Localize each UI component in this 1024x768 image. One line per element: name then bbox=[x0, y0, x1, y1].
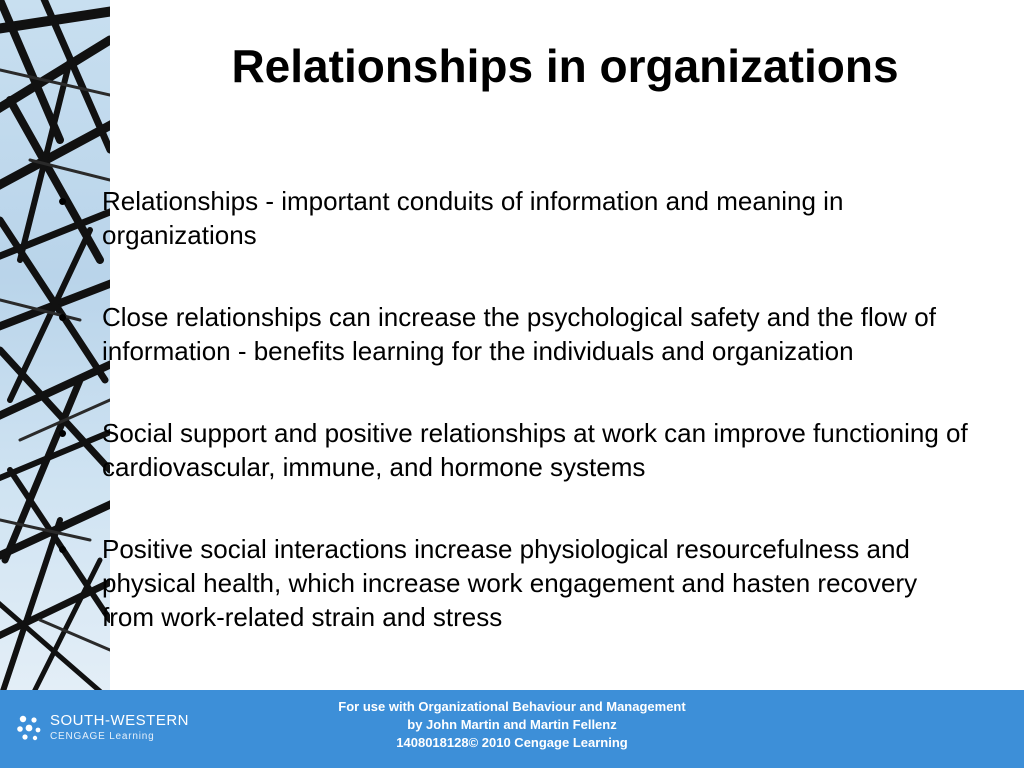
logo-brand-text: SOUTH-WESTERN bbox=[50, 712, 189, 729]
footer-credits bbox=[262, 698, 762, 752]
footer-line: by John Martin and Martin Fellenz bbox=[407, 717, 617, 732]
bullet-item bbox=[54, 416, 974, 484]
bullet-marker: • bbox=[58, 418, 68, 448]
bullet-text: Social support and positive relationships at work can improve functioning of cardiovascular, immune, and hormone systems bbox=[102, 418, 968, 482]
bullet-text: Positive social interactions increase physiological resourcefulness and physical health, which increase work engagement and hasten recovery from work-related strain and stress bbox=[102, 534, 918, 632]
bullet-marker: • bbox=[58, 186, 68, 216]
south-western-logo bbox=[14, 710, 204, 750]
bullet-text: Relationships - important conduits of information and meaning in organizations bbox=[102, 186, 844, 250]
bullet-marker: • bbox=[58, 534, 68, 564]
footer-line: For use with Organizational Behaviour and Management bbox=[338, 699, 686, 714]
logo-sub-text: CENGAGE Learning bbox=[50, 731, 155, 742]
footer-bar bbox=[0, 690, 1024, 768]
slide-title: Relationships in organizations bbox=[231, 40, 899, 92]
bullet-item bbox=[54, 532, 974, 634]
bullet-item bbox=[54, 184, 974, 252]
bullet-item bbox=[54, 300, 974, 368]
footer-line: 1408018128© 2010 Cengage Learning bbox=[396, 735, 628, 750]
bullet-text: Close relationships can increase the psychological safety and the flow of information - benefits learning for the individuals and organization bbox=[102, 302, 936, 366]
bullet-list bbox=[54, 184, 974, 682]
south-western-logo-icon bbox=[14, 712, 44, 742]
bullet-marker: • bbox=[58, 302, 68, 332]
